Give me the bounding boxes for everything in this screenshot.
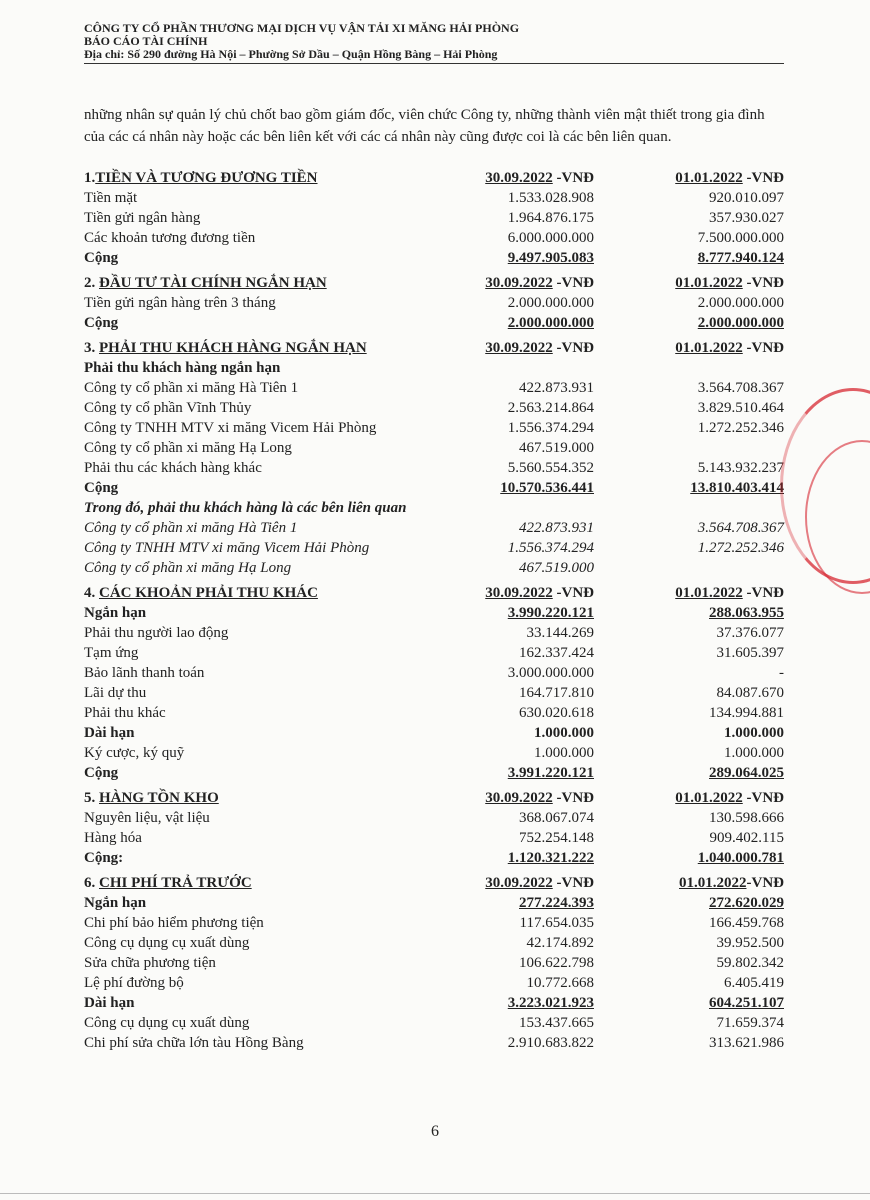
currency-unit: -VNĐ — [552, 340, 594, 356]
table-row — [84, 848, 784, 868]
table-row — [84, 518, 784, 538]
table-row — [84, 623, 784, 643]
value-current: 10.772.668 — [526, 975, 594, 991]
table-row — [84, 538, 784, 558]
value-prior: 166.459.768 — [709, 915, 784, 931]
section-title — [84, 338, 474, 358]
period-date: 30.09.2022 — [485, 275, 553, 291]
note-section — [84, 168, 784, 268]
value-current: 10.570.536.441 — [500, 480, 594, 496]
row-label: Bảo lãnh thanh toán — [84, 665, 205, 681]
table-row — [84, 993, 784, 1013]
row-label: Cộng: — [84, 850, 124, 866]
note-section — [84, 338, 784, 578]
currency-unit: -VNĐ — [742, 790, 784, 806]
row-label: Cộng — [84, 765, 119, 781]
row-label: Công cụ dụng cụ xuất dùng — [84, 1015, 250, 1031]
value-current: 42.174.892 — [526, 935, 594, 951]
row-label: Dài hạn — [84, 995, 135, 1011]
section-title — [84, 168, 474, 188]
table-row — [84, 953, 784, 973]
intro-paragraph: những nhân sự quản lý chủ chốt bao gồm giám đốc, viên chức Công ty, những thành viên mật thiết trong gia đình của các cá nhân này hoặc các bên liên kết với các cá nhân này cũng được coi là các bên liên quan. — [84, 107, 765, 145]
value-current: 1.964.876.175 — [507, 210, 594, 226]
table-row — [84, 378, 784, 398]
table-row — [84, 188, 784, 208]
section-title-text: PHẢI THU KHÁCH HÀNG NGẮN HẠN — [99, 340, 367, 356]
value-current: 1.000.000 — [534, 745, 594, 761]
table-row — [84, 418, 784, 438]
row-label: Trong đó, phải thu khách hàng là các bên liên quan — [84, 500, 407, 516]
section-title — [84, 273, 474, 293]
note-section — [84, 273, 784, 333]
value-current: 33.144.269 — [526, 625, 594, 641]
value-prior: 357.930.027 — [709, 210, 784, 226]
value-current: 2.563.214.864 — [507, 400, 594, 416]
table-row — [84, 438, 784, 458]
value-current: 1.556.374.294 — [507, 420, 594, 436]
value-prior: 7.500.000.000 — [697, 230, 784, 246]
value-current: 752.254.148 — [519, 830, 594, 846]
row-label: Công ty TNHH MTV xi măng Vicem Hải Phòng — [84, 420, 377, 436]
value-current: 368.067.074 — [519, 810, 594, 826]
value-current: 162.337.424 — [519, 645, 594, 661]
section-number: 6. — [84, 875, 99, 891]
table-row — [84, 743, 784, 763]
row-label: Cộng — [84, 250, 119, 266]
column-header-current — [474, 338, 594, 358]
currency-unit: -VNĐ — [742, 340, 784, 356]
period-date: 30.09.2022 — [485, 340, 553, 356]
value-prior: 5.143.932.237 — [697, 460, 784, 476]
document-header — [84, 22, 784, 64]
value-prior: 1.040.000.781 — [697, 850, 784, 866]
row-label: Công ty TNHH MTV xi măng Vicem Hải Phòng — [84, 540, 370, 556]
currency-unit: -VNĐ — [552, 170, 594, 186]
section-header — [84, 273, 784, 293]
value-prior: 289.064.025 — [709, 765, 784, 781]
section-header — [84, 338, 784, 358]
table-row — [84, 558, 784, 578]
table-row — [84, 643, 784, 663]
currency-unit: -VNĐ — [742, 170, 784, 186]
table-row — [84, 208, 784, 228]
table-row — [84, 498, 784, 518]
section-title-text: ĐẦU TƯ TÀI CHÍNH NGẮN HẠN — [99, 275, 327, 291]
value-prior: 84.087.670 — [716, 685, 784, 701]
value-prior: 31.605.397 — [716, 645, 784, 661]
row-label: Phải thu người lao động — [84, 625, 229, 641]
page-edge-line — [0, 1193, 870, 1194]
currency-unit: -VNĐ — [742, 275, 784, 291]
section-title — [84, 873, 474, 893]
value-prior: 6.405.419 — [724, 975, 784, 991]
section-number: 5. — [84, 790, 99, 806]
value-prior: 71.659.374 — [716, 1015, 784, 1031]
currency-unit: -VNĐ — [552, 875, 594, 891]
column-header-prior — [654, 583, 784, 603]
table-row — [84, 458, 784, 478]
value-prior: 2.000.000.000 — [697, 315, 784, 331]
value-prior: 604.251.107 — [709, 995, 784, 1011]
value-prior: 39.952.500 — [716, 935, 784, 951]
row-label: Ngắn hạn — [84, 605, 147, 621]
table-row — [84, 1033, 784, 1053]
row-label: Công ty cổ phần xi măng Hạ Long — [84, 560, 292, 576]
section-header — [84, 873, 784, 893]
section-header — [84, 788, 784, 808]
value-prior: 288.063.955 — [709, 605, 784, 621]
value-current: 2.000.000.000 — [507, 315, 594, 331]
value-current: 5.560.554.352 — [507, 460, 594, 476]
row-label: Chi phí bảo hiểm phương tiện — [84, 915, 264, 931]
value-prior: 8.777.940.124 — [697, 250, 784, 266]
period-date: 30.09.2022 — [485, 585, 553, 601]
value-current: 630.020.618 — [519, 705, 594, 721]
value-current: 277.224.393 — [519, 895, 594, 911]
value-current: 153.437.665 — [519, 1015, 594, 1031]
notes-content — [84, 168, 784, 1058]
company-name: CÔNG TY CỔ PHẦN THƯƠNG MẠI DỊCH VỤ VẬN TẢI XI MĂNG HẢI PHÒNG — [84, 21, 520, 35]
currency-unit: -VNĐ — [552, 585, 594, 601]
row-label: Sửa chữa phương tiện — [84, 955, 216, 971]
column-header-current — [474, 583, 594, 603]
row-label: Tạm ứng — [84, 645, 139, 661]
table-row — [84, 723, 784, 743]
column-header-prior — [654, 168, 784, 188]
value-current: 467.519.000 — [519, 560, 594, 576]
value-current: 106.622.798 — [519, 955, 594, 971]
table-row — [84, 603, 784, 623]
table-row — [84, 663, 784, 683]
value-current: 422.873.931 — [519, 380, 594, 396]
row-label: Công cụ dụng cụ xuất dùng — [84, 935, 250, 951]
note-section — [84, 873, 784, 1053]
row-label: Các khoản tương đương tiền — [84, 230, 256, 246]
row-label: Tiền gửi ngân hàng trên 3 tháng — [84, 295, 276, 311]
value-current: 2.000.000.000 — [507, 295, 594, 311]
period-date: 30.09.2022 — [485, 875, 553, 891]
value-current: 467.519.000 — [519, 440, 594, 456]
section-number: 2. — [84, 275, 99, 291]
section-number: 3. — [84, 340, 99, 356]
table-row — [84, 763, 784, 783]
value-prior: 134.994.881 — [709, 705, 784, 721]
row-label: Chi phí sửa chữa lớn tàu Hồng Bàng — [84, 1035, 304, 1051]
row-label: Phải thu khách hàng ngắn hạn — [84, 360, 281, 376]
period-date: 01.01.2022 — [675, 340, 743, 356]
column-header-prior — [654, 338, 784, 358]
value-current: 3.991.220.121 — [507, 765, 594, 781]
value-current: 3.990.220.121 — [507, 605, 594, 621]
table-row — [84, 398, 784, 418]
row-label: Tiền gửi ngân hàng — [84, 210, 201, 226]
column-header-current — [474, 273, 594, 293]
table-row — [84, 703, 784, 723]
value-current: 1.533.028.908 — [507, 190, 594, 206]
column-header-prior — [654, 873, 784, 893]
value-current: 422.873.931 — [519, 520, 594, 536]
value-prior: 272.620.029 — [709, 895, 784, 911]
page-number: 6 — [431, 1123, 439, 1140]
table-row — [84, 808, 784, 828]
row-label: Phải thu các khách hàng khác — [84, 460, 262, 476]
value-prior: 1.000.000 — [724, 745, 784, 761]
row-label: Công ty cổ phần xi măng Hà Tiên 1 — [84, 380, 299, 396]
company-address: Địa chỉ: Số 290 đường Hà Nội – Phường Sở Dầu – Quận Hồng Bàng – Hải Phòng — [84, 47, 498, 61]
value-prior: 59.802.342 — [716, 955, 784, 971]
table-row — [84, 913, 784, 933]
row-label: Ký cược, ký quỹ — [84, 745, 185, 761]
currency-unit: -VNĐ — [552, 275, 594, 291]
table-row — [84, 228, 784, 248]
value-prior: 1.272.252.346 — [697, 540, 784, 556]
section-title-text: CÁC KHOẢN PHẢI THU KHÁC — [99, 585, 318, 601]
report-title: BÁO CÁO TÀI CHÍNH — [84, 34, 208, 48]
value-prior: 313.621.986 — [709, 1035, 784, 1051]
section-number: 4. — [84, 585, 99, 601]
table-row — [84, 893, 784, 913]
table-row — [84, 683, 784, 703]
value-current: 3.223.021.923 — [507, 995, 594, 1011]
row-label: Công ty cổ phần xi măng Hà Tiên 1 — [84, 520, 298, 536]
value-prior: 909.402.115 — [709, 830, 784, 846]
row-label: Cộng — [84, 315, 119, 331]
value-prior: 1.272.252.346 — [697, 420, 784, 436]
row-label: Tiền mặt — [84, 190, 138, 206]
column-header-current — [474, 873, 594, 893]
value-current: 1.000.000 — [534, 725, 594, 741]
table-row — [84, 313, 784, 333]
value-prior: 13.810.403.414 — [690, 480, 784, 496]
period-date: 30.09.2022 — [485, 790, 553, 806]
period-date: 01.01.2022 — [675, 585, 743, 601]
value-current: 1.556.374.294 — [507, 540, 594, 556]
table-row — [84, 358, 784, 378]
currency-unit: -VNĐ — [552, 790, 594, 806]
row-label: Hàng hóa — [84, 830, 142, 846]
table-row — [84, 1013, 784, 1033]
value-current: 117.654.035 — [519, 915, 594, 931]
period-date: 30.09.2022 — [485, 170, 553, 186]
value-current: 2.910.683.822 — [507, 1035, 594, 1051]
period-date: 01.01.2022 — [679, 875, 747, 891]
period-date: 01.01.2022 — [675, 275, 743, 291]
row-label: Phải thu khác — [84, 705, 166, 721]
section-title — [84, 788, 474, 808]
value-prior: 130.598.666 — [709, 810, 784, 826]
period-date: 01.01.2022 — [675, 790, 743, 806]
value-prior: - — [779, 665, 784, 681]
row-label: Cộng — [84, 480, 119, 496]
table-row — [84, 973, 784, 993]
note-section — [84, 788, 784, 868]
row-label: Lãi dự thu — [84, 685, 147, 701]
period-date: 01.01.2022 — [675, 170, 743, 186]
note-section — [84, 583, 784, 783]
value-prior: 3.564.708.367 — [697, 520, 784, 536]
value-prior: 2.000.000.000 — [697, 295, 784, 311]
row-label: Ngắn hạn — [84, 895, 147, 911]
row-label: Công ty cổ phần Vĩnh Thủy — [84, 400, 252, 416]
row-label: Dài hạn — [84, 725, 135, 741]
section-title-text: CHI PHÍ TRẢ TRƯỚC — [99, 875, 252, 891]
value-current: 164.717.810 — [519, 685, 594, 701]
table-row — [84, 248, 784, 268]
column-header-current — [474, 168, 594, 188]
column-header-prior — [654, 788, 784, 808]
section-title-text: TIỀN VÀ TƯƠNG ĐƯƠNG TIỀN — [95, 170, 318, 186]
section-header — [84, 168, 784, 188]
column-header-prior — [654, 273, 784, 293]
value-current: 3.000.000.000 — [507, 665, 594, 681]
value-current: 1.120.321.222 — [507, 850, 594, 866]
value-prior: 3.829.510.464 — [697, 400, 784, 416]
value-prior: 1.000.000 — [724, 725, 784, 741]
value-prior: 37.376.077 — [716, 625, 784, 641]
table-row — [84, 293, 784, 313]
value-current: 6.000.000.000 — [507, 230, 594, 246]
row-label: Lệ phí đường bộ — [84, 975, 184, 991]
value-current: 9.497.905.083 — [507, 250, 594, 266]
section-title — [84, 583, 474, 603]
section-title-text: HÀNG TỒN KHO — [99, 790, 219, 806]
table-row — [84, 478, 784, 498]
section-number: 1. — [84, 170, 96, 186]
value-prior: 920.010.097 — [709, 190, 784, 206]
value-prior: 3.564.708.367 — [697, 380, 784, 396]
column-header-current — [474, 788, 594, 808]
table-row — [84, 933, 784, 953]
row-label: Nguyên liệu, vật liệu — [84, 810, 210, 826]
section-header — [84, 583, 784, 603]
table-row — [84, 828, 784, 848]
currency-unit: -VNĐ — [746, 875, 784, 891]
row-label: Công ty cổ phần xi măng Hạ Long — [84, 440, 292, 456]
currency-unit: -VNĐ — [742, 585, 784, 601]
